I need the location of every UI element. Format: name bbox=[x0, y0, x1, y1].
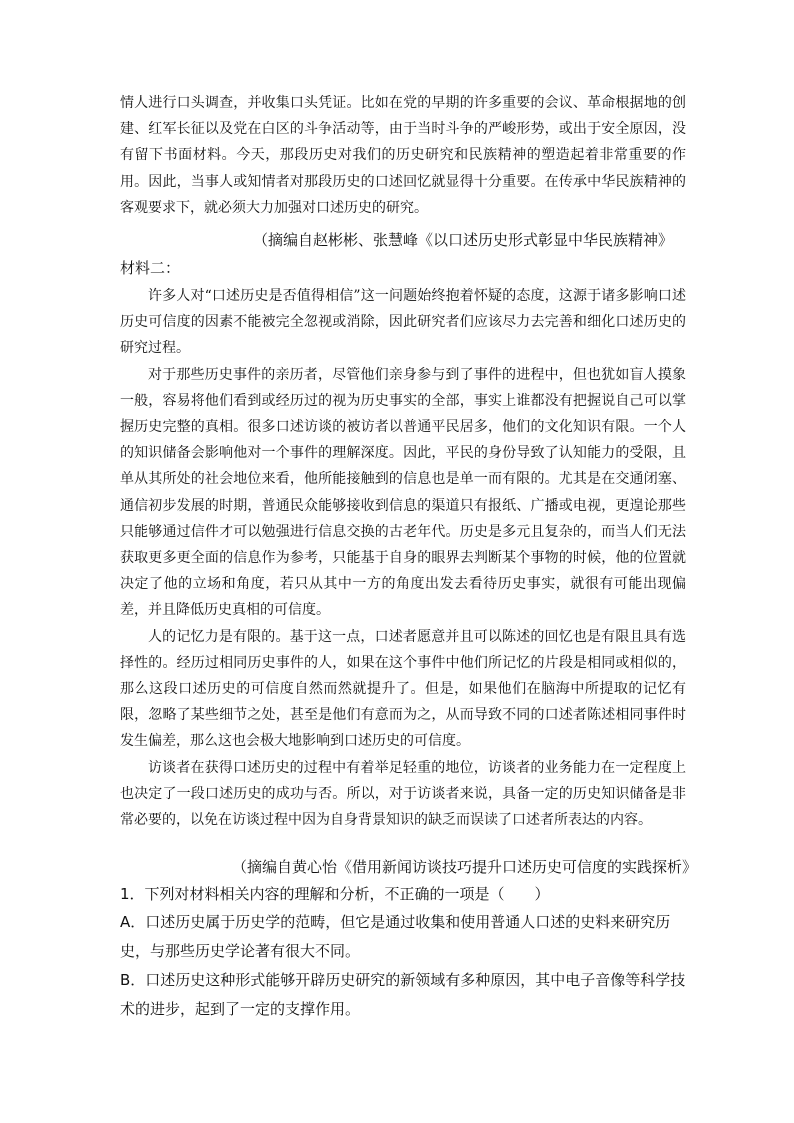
material-two-paragraph-2: 对于那些历史事件的亲历者，尽管他们亲身参与到了事件的进程中，但也犹如盲人摸象一般，容易将他们看到或经历过的视为历史事实的全部，事实上谁都没有把握说自己可以掌握历史完整的真相。很多口述访谈的被访者以普通平民居多，他们的文化知识有限。一个人的知识储备会影响他对一个事件的理解深度。因此，平民的身份导致了认知能力的受限，且单从其所处的社会地位来看，他所能接触到的信息也是单一而有限的。尤其是在交通闭塞、通信初步发展的时期，普通民众能够接收到信息的渠道只有报纸、广播或电视，更遑论那些只能够通过信件才可以勉强进行信息交换的古老年代。历史是多元且复杂的，而当人们无法获取更多更全面的信息作为参考，只能基于自身的眼界去判断某个事物的时候，他的位置就决定了他的立场和角度，若只从其中一方的角度出发去看待历史事实，就很有可能出现偏差，并且降低历史真相的可信度。 bbox=[120, 366, 686, 619]
material-two-source: （摘编自黄心怡《借用新闻访谈技巧提升口述历史可信度的实践探析》 bbox=[232, 858, 698, 876]
material-one-section bbox=[120, 90, 686, 221]
material-one-paragraph: 情人进行口头调查，并收集口头凭证。比如在党的早期的许多重要的会议、革命根据地的创建、红军长征以及党在白区的斗争活动等，由于当时斗争的严峻形势，或出于安全原因，没有留下书面材料。今天，那段历史对我们的历史研究和民族精神的塑造起着非常重要的作用。因此，当事人或知情者对那段历史的口述回忆就显得十分重要。在传承中华民族精神的客观要求下，就必须大力加强对口述历史的研究。 bbox=[120, 95, 686, 216]
material-two-label: 材料二： bbox=[120, 259, 181, 277]
material-two-paragraph-3: 人的记忆力是有限的。基于这一点，口述者愿意并且可以陈述的回忆也是有限且具有选择性的。经历过相同历史事件的人，如果在这个事件中他们所记忆的片段是相同或相似的，那么这段口述历史的可信度自然而然就提升了。但是，如果他们在脑海中所提取的记忆有限，忽略了某些细节之处，甚至是他们有意而为之，从而导致不同的口述者陈述相同事件时发生偏差，那么这也会极大地影响到口述历史的可信度。 bbox=[120, 628, 686, 750]
material-two-paragraph-1: 许多人对“口述历史是否值得相信”这一问题始终抱着怀疑的态度，这源于诸多影响口述历史可信度的因素不能被完全忽视或消除，因此研究者们应该尽力去完善和细化口述历史的研究过程。 bbox=[120, 288, 686, 357]
material-two-section bbox=[120, 283, 686, 833]
material-one-source: （摘编自赵彬彬、张慧峰《以口述历史形式彰显中华民族精神》 bbox=[253, 231, 674, 249]
question-option-a: A．口述历史属于历史学的范畴，但它是通过收集和使用普通人口述的史料来研究历史，与那些历史学论著有很大不同。 bbox=[120, 913, 671, 960]
material-two-paragraph-4: 访谈者在获得口述历史的过程中有着举足轻重的地位，访谈者的业务能力在一定程度上也决定了一段口述历史的成功与否。所以，对于访谈者来说，具备一定的历史知识储备是非常必要的，以免在访谈过程中因为自身背景知识的缺乏而误读了口述者所表达的内容。 bbox=[120, 759, 686, 829]
question-stem: 1．下列对材料相关内容的理解和分析，不正确的一项是（ ） bbox=[120, 885, 550, 903]
question-option-b: B．口述历史这种形式能够开辟历史研究的新领域有多种原因，其中电子音像等科学技术的进步，起到了一定的支撑作用。 bbox=[120, 971, 686, 1018]
